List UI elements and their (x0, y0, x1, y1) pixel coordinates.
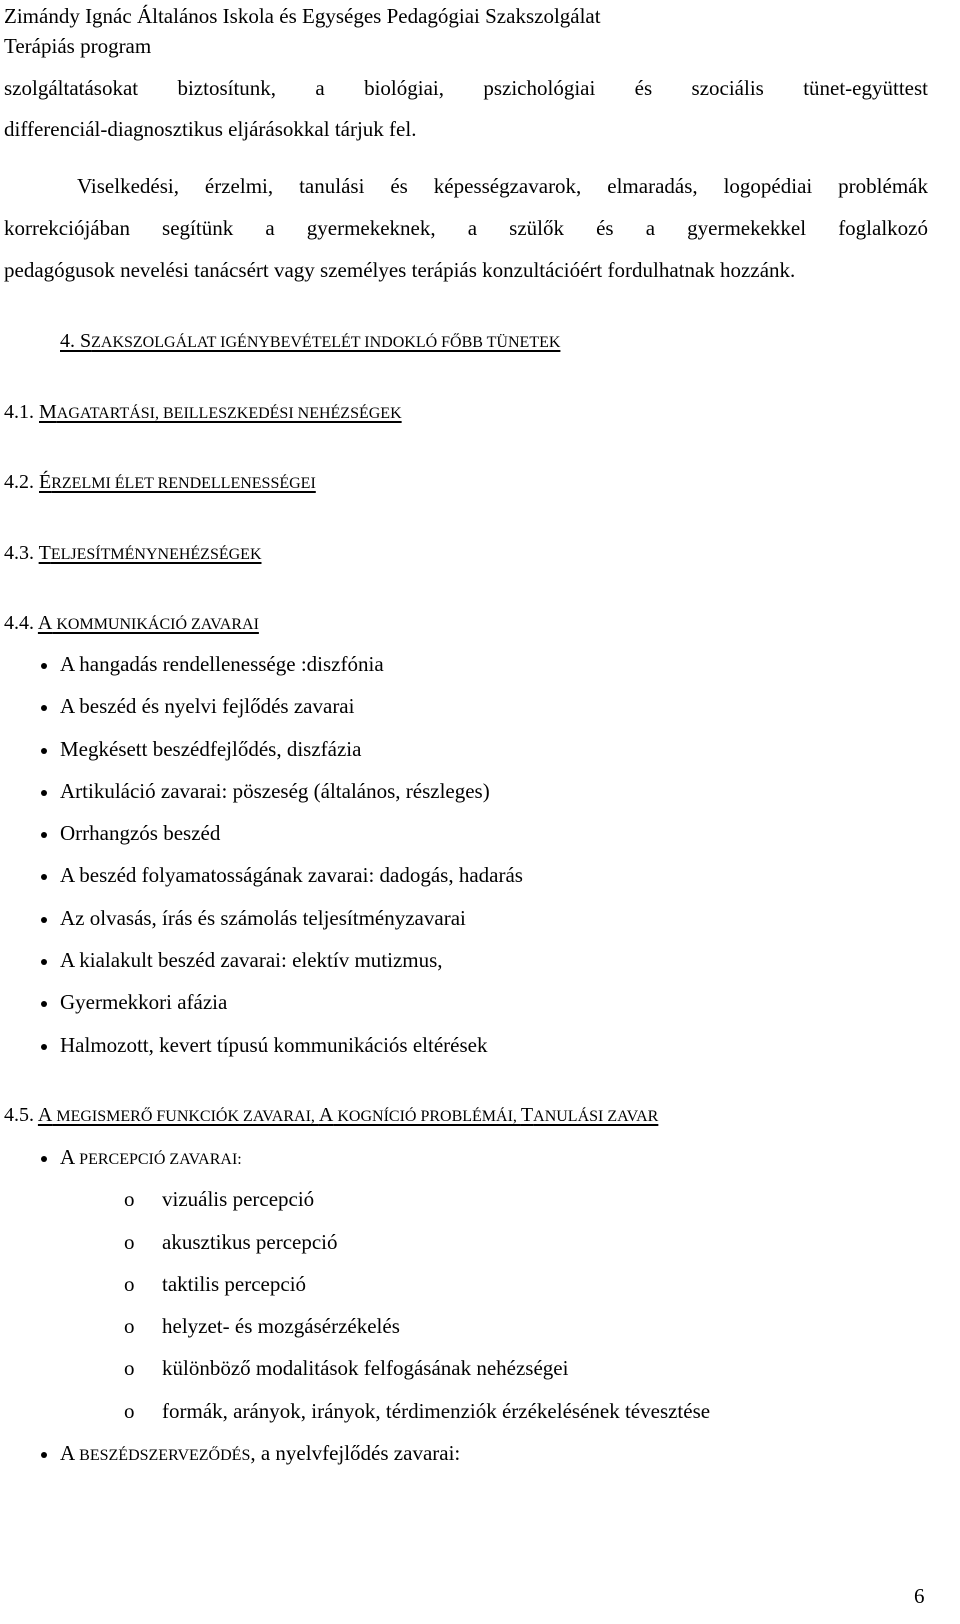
heading-smallcaps: BESZÉDSZERVEZŐDÉS (75, 1447, 251, 1464)
circle-marker: o (124, 1314, 135, 1338)
bullet-icon (41, 959, 47, 965)
section-4-4-heading (4, 612, 259, 635)
bullet-icon (41, 790, 47, 796)
list-item: Halmozott, kevert típusú kommunikációs eltérések (60, 1033, 488, 1057)
bullet-icon (41, 1452, 47, 1458)
bullet-icon (41, 748, 47, 754)
heading-text: , a nyelvfejlődés zavarai: (250, 1441, 461, 1465)
bullet-icon (41, 663, 47, 669)
sub-list-item: akusztikus percepció (162, 1230, 338, 1254)
heading-text: RZELMI ÉLET RENDELLENESSÉGEI (51, 475, 316, 492)
list-item: Az olvasás, írás és számolás teljesítményzavarai (60, 906, 466, 930)
heading-initial: M (39, 401, 57, 423)
heading-text: PERCEPCIÓ ZAVARAI: (75, 1151, 242, 1168)
circle-marker: o (124, 1272, 135, 1296)
page-number: 6 (914, 1584, 925, 1608)
heading-initial: T (520, 1104, 534, 1126)
heading-initial: A (60, 1145, 76, 1169)
paragraph-line-1: Viselkedési, érzelmi, tanulási és képességzavarok, elmaradás, logopédiai problémák (77, 174, 928, 198)
circle-marker: o (124, 1230, 135, 1254)
bullet-icon (41, 1044, 47, 1050)
section-4-1-heading (4, 401, 402, 424)
heading-text: ANULÁSI ZAVAR (533, 1108, 659, 1125)
circle-marker: o (124, 1187, 135, 1211)
section-4-5-heading (4, 1104, 658, 1127)
heading-underlined (39, 471, 316, 493)
list-item: A beszéd folyamatosságának zavarai: dadogás, hadarás (60, 863, 523, 887)
sub-list-item: különböző modalitások felfogásának nehézségei (162, 1356, 569, 1380)
section-number: 4.4. (4, 612, 34, 634)
heading-initial: É (39, 471, 52, 493)
sub-list-item: taktilis percepció (162, 1272, 307, 1296)
heading-underlined (38, 612, 259, 634)
paragraph-line-3: pedagógusok nevelési tanácsért vagy személyes terápiás konzultációért fordulhatnak hozzánk. (4, 258, 796, 282)
heading-text: KOGNÍCIÓ PROBLÉMÁI, (333, 1108, 521, 1125)
heading-text: KOMMUNIKÁCIÓ ZAVARAI (52, 616, 259, 633)
circle-marker: o (124, 1399, 135, 1423)
bullet-icon (41, 917, 47, 923)
section-number: 4.5. (4, 1104, 34, 1126)
heading-initial: A (318, 1104, 334, 1126)
heading-initial: T (38, 542, 51, 564)
list-item: A hangadás rendellenessége :diszfónia (60, 652, 384, 676)
section-number: 4. (60, 330, 75, 352)
heading-initial: A (37, 1104, 53, 1126)
section-4-3-heading (4, 542, 262, 565)
heading-text: MEGISMERŐ FUNKCIÓK ZAVARAI, (52, 1108, 319, 1125)
section-4-2-heading (4, 471, 316, 494)
sub-list-item: helyzet- és mozgásérzékelés (162, 1314, 400, 1338)
heading-text: ZAKSZOLGÁLAT IGÉNYBEVÉTELÉT INDOKLÓ FŐBB TÜNETEK (91, 334, 561, 351)
speech-organization-heading (60, 1441, 460, 1466)
section-4-heading (60, 330, 560, 353)
sub-list-item: formák, arányok, irányok, térdimenziók érzékelésének tévesztése (162, 1399, 711, 1423)
section-number: 4.3. (4, 542, 34, 564)
bullet-icon (41, 832, 47, 838)
bullet-icon (41, 705, 47, 711)
heading-underlined (38, 1104, 658, 1126)
list-item: Gyermekkori afázia (60, 990, 228, 1014)
perception-heading (60, 1145, 242, 1170)
intro-line-2: differenciál-diagnosztikus eljárásokkal tárjuk fel. (4, 117, 417, 141)
list-item: Orrhangzós beszéd (60, 821, 221, 845)
section-number: 4.1. (4, 401, 34, 423)
heading-underlined (39, 542, 262, 564)
heading-initial: S (80, 330, 92, 352)
circle-marker: o (124, 1356, 135, 1380)
header-institution: Zimándy Ignác Általános Iskola és Egységes Pedagógiai Szakszolgálat (4, 4, 601, 28)
intro-line-1: szolgáltatásokat biztosítunk, a biológiai, pszichológiai és szociális tünet-együttest (4, 76, 928, 100)
heading-text: ELJESÍTMÉNYNEHÉZSÉGEK (50, 546, 262, 563)
heading-underlined (39, 401, 402, 423)
bullet-icon (41, 1156, 47, 1162)
list-item: A beszéd és nyelvi fejlődés zavarai (60, 694, 355, 718)
header-program: Terápiás program (4, 34, 152, 58)
sub-list-item: vizuális percepció (162, 1187, 315, 1211)
heading-text: AGATARTÁSI, BEILLESZKEDÉSI NEHÉZSÉGEK (56, 405, 402, 422)
list-item: A kialakult beszéd zavarai: elektív mutizmus, (60, 948, 443, 972)
heading-initial: A (60, 1441, 76, 1465)
bullet-icon (41, 874, 47, 880)
list-item: Megkésett beszédfejlődés, diszfázia (60, 737, 362, 761)
paragraph-line-2: korrekciójában segítünk a gyermekeknek, a szülők és a gyermekekkel foglalkozó (4, 216, 928, 240)
list-item: Artikuláció zavarai: pöszeség (általános, részleges) (60, 779, 490, 803)
bullet-icon (41, 1001, 47, 1007)
section-number: 4.2. (4, 471, 34, 493)
heading-initial: A (37, 612, 53, 634)
